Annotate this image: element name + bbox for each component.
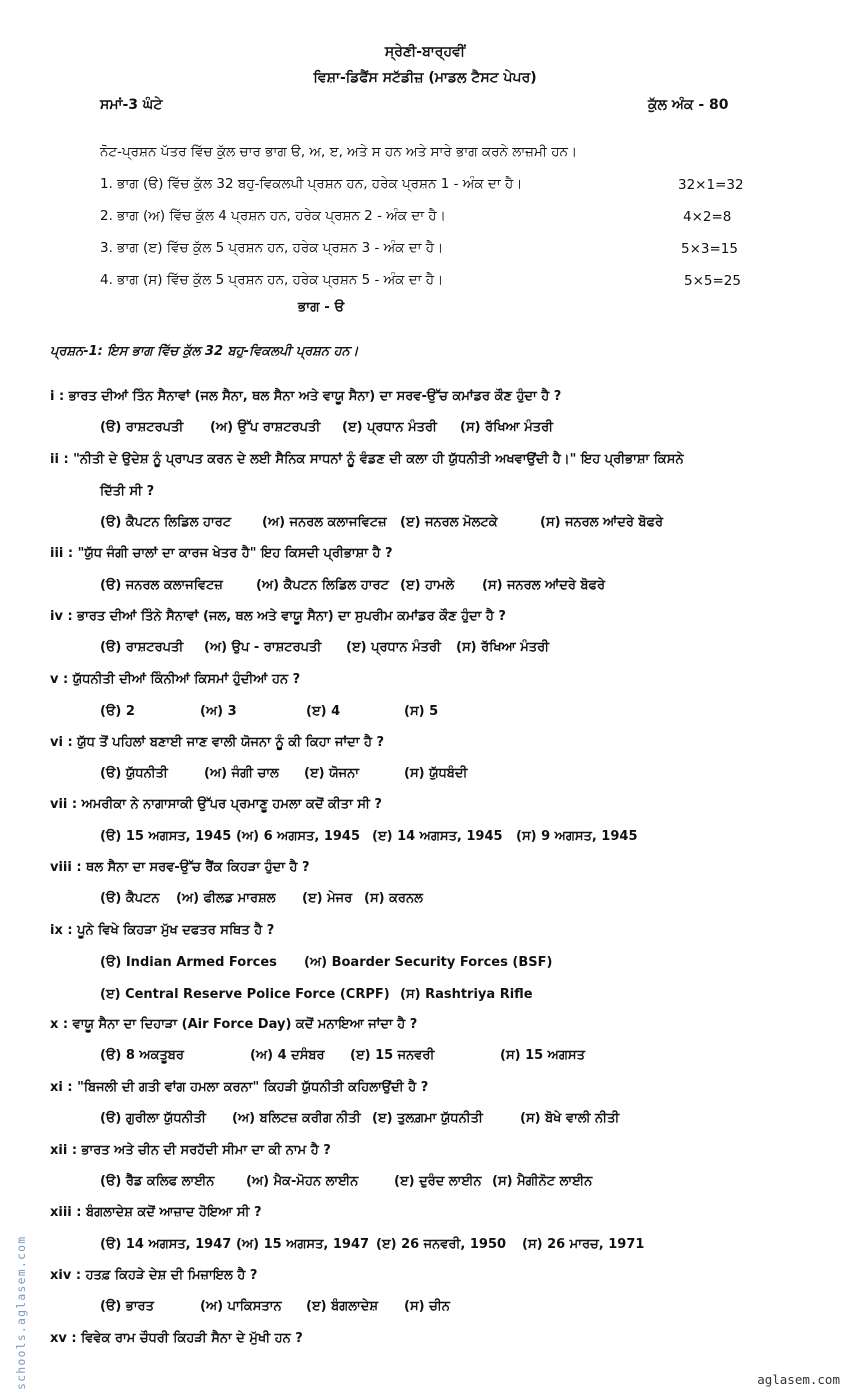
instruction-item: 4. ਭਾਗ (ਸ) ਵਿੱਚ ਕੁੱਲ 5 ਪ੍ਰਸ਼ਨ ਹਨ, ਹਰੇਕ ਪ੍ਰਸ਼ਨ 5 - ਅੰਕ ਦਾ ਹੈ। (100, 272, 444, 288)
section-heading: ਪ੍ਰਸ਼ਨ-1: ਇਸ ਭਾਗ ਵਿੱਚ ਕੁੱਲ 32 ਬਹੁ-ਵਿਕਲਪੀ ਪ੍ਰਸ਼ਨ ਹਨ। (50, 344, 359, 359)
question: ii : "ਨੀਤੀ ਦੇ ਉਦੇਸ਼ ਨੂੰ ਪ੍ਰਾਪਤ ਕਰਨ ਦੇ ਲਈ ਸੈਨਿਕ ਸਾਧਨਾਂ ਨੂੰ ਵੰਡਣ ਦੀ ਕਲਾ ਹੀ ਯੁੱਧਨੀਤੀ ਅਖਵਾਉਂਦੀ ਹੈ।" ਇਹ ਪ੍ਰੀਭਾਸ਼ਾ ਕਿਸਨੇ (50, 452, 684, 467)
option: (ੲ) 15 ਜਨਵਰੀ (350, 1048, 435, 1063)
option: (ਸ) ਰੱਖਿਆ ਮੰਤਰੀ (456, 640, 550, 655)
option: (ਅ) ਫੀਲਡ ਮਾਰਸ਼ਲ (176, 891, 276, 906)
option: (ਅ) ਜੰਗੀ ਚਾਲ (204, 766, 279, 781)
question: v : ਯੁੱਧਨੀਤੀ ਦੀਆਂ ਕਿੰਨੀਆਂ ਕਿਸਮਾਂ ਹੁੰਦੀਆਂ ਹਨ ? (50, 672, 301, 687)
option: (ੳ) ਕੈਪਟਨ ਲਿਡਿਲ ਹਾਰਟ (100, 515, 232, 530)
option: (ੲ) ਦੁਰੰਦ ਲਾਈਨ (394, 1174, 482, 1189)
option: (ੳ) 14 ਅਗਸਤ, 1947 (100, 1237, 232, 1252)
option: (ੲ) ਤੁਲਗ਼ਮਾ ਯੁੱਧਨੀਤੀ (372, 1111, 483, 1126)
question: xiv : ਹਤਫ਼ ਕਿਹੜੇ ਦੇਸ਼ ਦੀ ਮਿਜ਼ਾਇਲ ਹੈ ? (50, 1268, 258, 1283)
side-watermark: schools.aglasem.com (14, 1235, 28, 1390)
option: (ੲ) 26 ਜਨਵਰੀ, 1950 (376, 1237, 507, 1252)
option: (ਅ) ਕੈਪਟਨ ਲਿਡਿਲ ਹਾਰਟ (256, 578, 389, 593)
option: (ਸ) ਚੀਨ (404, 1299, 450, 1314)
option: (ਅ) ਬਲਿਟਜ਼ ਕਰੀਗ ਨੀਤੀ (232, 1111, 361, 1126)
option: (ੳ) ਭਾਰਤ (100, 1299, 154, 1314)
option: (ੲ) ਯੋਜਨਾ (304, 766, 359, 781)
option: (ੲ) ਪ੍ਰਧਾਨ ਮੰਤਰੀ (346, 640, 441, 655)
option: (ੲ) Central Reserve Police Force (CRPF) (100, 987, 390, 1002)
total-marks: ਕੁੱਲ ਅੰਕ - 80 (648, 97, 729, 113)
subject-title: ਵਿਸ਼ਾ-ਡਿਫੈਂਸ ਸਟੱਡੀਜ਼ (ਮਾਡਲ ਟੈਸਟ ਪੇਪਰ) (313, 70, 537, 86)
question: iii : "ਯੁੱਧ ਜੰਗੀ ਚਾਲਾਂ ਦਾ ਕਾਰਜ ਖੇਤਰ ਹੈ" ਇਹ ਕਿਸਦੀ ਪ੍ਰੀਭਾਸ਼ਾ ਹੈ ? (50, 546, 393, 561)
option: (ੳ) ਯੁੱਧਨੀਤੀ (100, 766, 168, 781)
footer-watermark: aglasem.com (757, 1372, 840, 1387)
option: (ਅ) ਮੈਕ-ਮੋਹਨ ਲਾਈਨ (246, 1174, 359, 1189)
option: (ਸ) 5 (404, 704, 439, 719)
option: (ੳ) ਰੈੱਡ ਕਲਿਫ ਲਾਈਨ (100, 1174, 215, 1189)
option: (ੳ) ਰਾਸ਼ਟਰਪਤੀ (100, 420, 184, 435)
question: xv : ਵਿਵੇਕ ਰਾਮ ਚੌਧਰੀ ਕਿਹੜੀ ਸੈਨਾ ਦੇ ਮੁੱਖੀ ਹਨ ? (50, 1331, 303, 1346)
option: (ੲ) 4 (306, 704, 341, 719)
question: vi : ਯੁੱਧ ਤੋਂ ਪਹਿਲਾਂ ਬਣਾਈ ਜਾਣ ਵਾਲੀ ਯੋਜਨਾ ਨੂੰ ਕੀ ਕਿਹਾ ਜਾਂਦਾ ਹੈ ? (50, 735, 385, 750)
option: (ਸ) Rashtriya Rifle (400, 987, 533, 1002)
instruction-marks: 5×5=25 (684, 273, 741, 289)
option: (ਸ) 26 ਮਾਰਚ, 1971 (522, 1237, 645, 1252)
option: (ਅ) 4 ਦਸੰਬਰ (250, 1048, 325, 1063)
option: (ੲ) ਮੇਜਰ (302, 891, 353, 906)
option: (ੲ) ਜਨਰਲ ਮੋਲਟਕੇ (400, 515, 498, 530)
option: (ੳ) 2 (100, 704, 135, 719)
option: (ਅ) ਪਾਕਿਸਤਾਨ (200, 1299, 282, 1314)
class-title: ਸ੍ਰੇਣੀ-ਬਾਰ੍ਹਵੀਂ (384, 44, 466, 60)
instructions-note: ਨੋਟ-ਪ੍ਰਸ਼ਨ ਪੱਤਰ ਵਿੱਚ ਕੁੱਲ ਚਾਰ ਭਾਗ ੳ, ਅ, ੲ, ਅਤੇ ਸ ਹਨ ਅਤੇ ਸਾਰੇ ਭਾਗ ਕਰਨੇ ਲਾਜ਼ਮੀ ਹਨ। (100, 144, 578, 160)
instruction-marks: 4×2=8 (683, 209, 732, 225)
option: (ੳ) 15 ਅਗਸਤ, 1945 (100, 829, 232, 844)
option: (ੲ) ਹਾਮਲੇ (400, 578, 455, 593)
question: i : ਭਾਰਤ ਦੀਆਂ ਤਿੰਨ ਸੈਨਾਵਾਂ (ਜਲ ਸੈਨਾ, ਥਲ ਸੈਨਾ ਅਤੇ ਵਾਯੂ ਸੈਨਾ) ਦਾ ਸਰਵ-ਉੱਚ ਕਮਾਂਡਰ ਕੌਣ ਹੁੰਦਾ ਹੈ ? (50, 389, 562, 404)
option: (ਅ) ਉੱਪ ਰਾਸ਼ਟਰਪਤੀ (210, 420, 321, 435)
option: (ਸ) ਜਨਰਲ ਆਂਦਰੇ ਬੋਫਰੇ (482, 578, 606, 593)
question: vii : ਅਮਰੀਕਾ ਨੇ ਨਾਗਾਸਾਕੀ ਉੱਪਰ ਪ੍ਰਮਾਣੂ ਹਮਲਾ ਕਦੋਂ ਕੀਤਾ ਸੀ ? (50, 797, 382, 812)
option: (ੳ) ਕੈਪਟਨ (100, 891, 160, 906)
option: (ਸ) ਮੈਗੀਨੋਟ ਲਾਈਨ (492, 1174, 593, 1189)
option: (ੲ) ਪ੍ਰਧਾਨ ਮੰਤਰੀ (342, 420, 437, 435)
option: (ਸ) ਜਨਰਲ ਆਂਦਰੇ ਬੋਫਰੇ (540, 515, 664, 530)
option: (ਸ) ਯੁੱਧਬੰਦੀ (404, 766, 468, 781)
question-continued: ਦਿੱਤੀ ਸੀ ? (100, 484, 155, 499)
option: (ਅ) Boarder Security Forces (BSF) (304, 955, 553, 970)
option: (ਅ) 15 ਅਗਸਤ, 1947 (236, 1237, 370, 1252)
option: (ਅ) 6 ਅਗਸਤ, 1945 (236, 829, 361, 844)
instruction-marks: 32×1=32 (678, 177, 744, 193)
option: (ਅ) 3 (200, 704, 237, 719)
question: x : ਵਾਯੂ ਸੈਨਾ ਦਾ ਦਿਹਾੜਾ (Air Force Day) ਕਦੋਂ ਮਨਾਇਆ ਜਾਂਦਾ ਹੈ ? (50, 1017, 418, 1032)
section-title: ਭਾਗ - ੳ (298, 299, 345, 315)
question: ix : ਪੂਨੇ ਵਿਖੇ ਕਿਹੜਾ ਮੁੱਖ ਦਫਤਰ ਸਥਿਤ ਹੈ ? (50, 923, 275, 938)
instruction-marks: 5×3=15 (681, 241, 738, 257)
option: (ੳ) 8 ਅਕਤੂਬਰ (100, 1048, 184, 1063)
option: (ੲ) 14 ਅਗਸਤ, 1945 (372, 829, 503, 844)
option: (ਸ) 15 ਅਗਸਤ (500, 1048, 585, 1063)
option: (ੲ) ਬੰਗਲਾਦੇਸ਼ (306, 1299, 378, 1314)
instruction-item: 2. ਭਾਗ (ਅ) ਵਿੱਚ ਕੁੱਲ 4 ਪ੍ਰਸ਼ਨ ਹਨ, ਹਰੇਕ ਪ੍ਰਸ਼ਨ 2 - ਅੰਕ ਦਾ ਹੈ। (100, 208, 446, 224)
option: (ੳ) ਰਾਸ਼ਟਰਪਤੀ (100, 640, 184, 655)
exam-duration: ਸਮਾਂ-3 ਘੰਟੇ (100, 97, 163, 113)
option: (ਸ) ਕਰਨਲ (364, 891, 423, 906)
question: iv : ਭਾਰਤ ਦੀਆਂ ਤਿੰਨੇ ਸੈਨਾਵਾਂ (ਜਲ, ਥਲ ਅਤੇ ਵਾਯੂ ਸੈਨਾ) ਦਾ ਸੁਪਰੀਮ ਕਮਾਂਡਰ ਕੌਣ ਹੁੰਦਾ ਹੈ ? (50, 609, 506, 624)
question: xi : "ਬਿਜਲੀ ਦੀ ਗਤੀ ਵਾਂਗ ਹਮਲਾ ਕਰਨਾ" ਕਿਹੜੀ ਯੁੱਧਨੀਤੀ ਕਹਿਲਾਉਂਦੀ ਹੈ ? (50, 1080, 429, 1095)
question: xiii : ਬੰਗਲਾਦੇਸ਼ ਕਦੋਂ ਆਜ਼ਾਦ ਹੋਇਆ ਸੀ ? (50, 1205, 262, 1220)
option: (ਸ) ਬੋਖੇ ਵਾਲੀ ਨੀਤੀ (520, 1111, 620, 1126)
instruction-item: 3. ਭਾਗ (ੲ) ਵਿੱਚ ਕੁੱਲ 5 ਪ੍ਰਸ਼ਨ ਹਨ, ਹਰੇਕ ਪ੍ਰਸ਼ਨ 3 - ਅੰਕ ਦਾ ਹੈ। (100, 240, 444, 256)
option: (ਅ) ਜਨਰਲ ਕਲਾਜਵਿਟਜ਼ (262, 515, 387, 530)
option: (ੳ) Indian Armed Forces (100, 955, 277, 970)
instruction-item: 1. ਭਾਗ (ੳ) ਵਿੱਚ ਕੁੱਲ 32 ਬਹੁ-ਵਿਕਲਪੀ ਪ੍ਰਸ਼ਨ ਹਨ, ਹਰੇਕ ਪ੍ਰਸ਼ਨ 1 - ਅੰਕ ਦਾ ਹੈ। (100, 176, 523, 192)
question: xii : ਭਾਰਤ ਅਤੇ ਚੀਨ ਦੀ ਸਰਹੱਦੀ ਸੀਮਾ ਦਾ ਕੀ ਨਾਮ ਹੈ ? (50, 1143, 331, 1158)
option: (ੳ) ਜਨਰਲ ਕਲਾਜਵਿਟਜ਼ (100, 578, 223, 593)
question: viii : ਥਲ ਸੈਨਾ ਦਾ ਸਰਵ-ਉੱਚ ਰੈਂਕ ਕਿਹੜਾ ਹੁੰਦਾ ਹੈ ? (50, 860, 310, 875)
option: (ਅ) ਉਪ - ਰਾਸ਼ਟਰਪਤੀ (204, 640, 322, 655)
option: (ੳ) ਗੁਰੀਲਾ ਯੁੱਧਨੀਤੀ (100, 1111, 206, 1126)
option: (ਸ) ਰੱਖਿਆ ਮੰਤਰੀ (460, 420, 554, 435)
option: (ਸ) 9 ਅਗਸਤ, 1945 (516, 829, 638, 844)
